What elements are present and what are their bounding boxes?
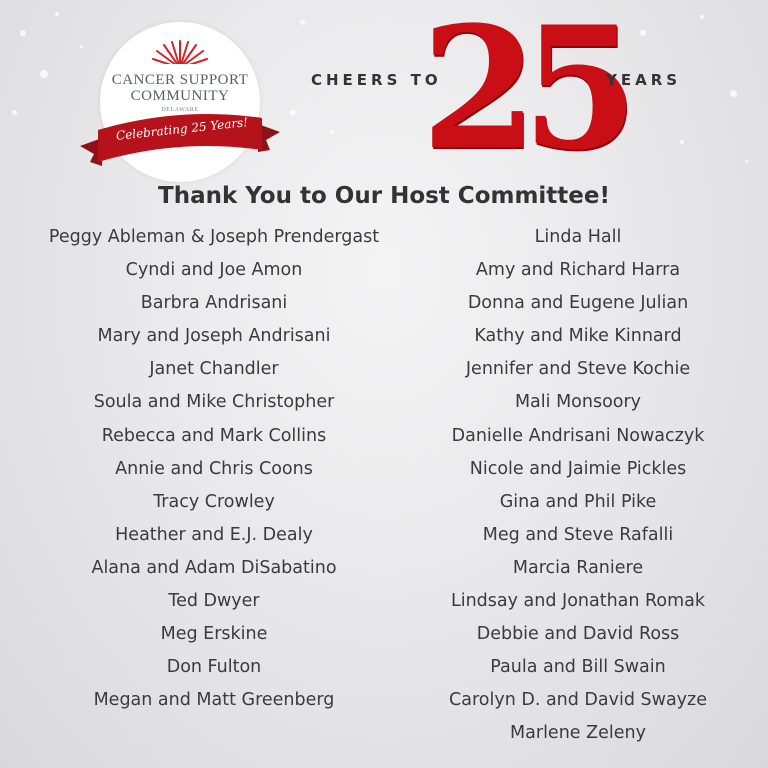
- committee-member: Marcia Raniere: [512, 557, 644, 578]
- logo-text-line1: CANCER SUPPORT: [111, 72, 249, 88]
- committee-member: Donna and Eugene Julian: [467, 293, 689, 314]
- committee-member: Carolyn D. and David Swayze: [449, 690, 707, 711]
- committee-member: Megan and Matt Greenberg: [93, 690, 335, 711]
- headline-right-text: YEARS: [606, 71, 682, 89]
- committee-member: Meg Erskine: [160, 624, 268, 645]
- committee-member: Don Fulton: [166, 657, 262, 678]
- committee-member: Kathy and Mike Kinnard: [474, 326, 682, 347]
- committee-member: Tracy Crowley: [153, 491, 275, 512]
- headline-left-text: CHEERS TO: [311, 71, 442, 89]
- committee-member: Soula and Mike Christopher: [93, 392, 335, 413]
- sunburst-icon: [150, 38, 210, 70]
- committee-member: Meg and Steve Rafalli: [482, 524, 674, 545]
- committee-member: Peggy Ableman & Joseph Prendergast: [48, 227, 380, 247]
- ribbon-text: Celebrating 25 Years!: [115, 115, 249, 143]
- committee-member: Mary and Joseph Andrisani: [97, 326, 331, 347]
- logo-text-line3: DELAWARE: [161, 107, 199, 113]
- committee-member: Marlene Zeleny: [510, 723, 646, 744]
- committee-member: Mali Monsoory: [514, 392, 642, 413]
- committee-member: Cyndi and Joe Amon: [125, 260, 303, 281]
- committee-member: Barbra Andrisani: [140, 293, 288, 314]
- committee-member: Annie and Chris Coons: [115, 458, 313, 479]
- committee-member: Heather and E.J. Dealy: [115, 524, 313, 545]
- committee-member: Nicole and Jaimie Pickles: [469, 458, 687, 479]
- committee-member: Danielle Andrisani Nowaczyk: [451, 425, 705, 446]
- page-title: Thank You to Our Host Committee!: [158, 183, 610, 209]
- committee-member: Rebecca and Mark Collins: [101, 425, 327, 446]
- committee-member: Jennifer and Steve Kochie: [465, 359, 691, 380]
- committee-member: Amy and Richard Harra: [475, 260, 681, 281]
- committee-member: Paula and Bill Swain: [490, 657, 666, 678]
- committee-member: Gina and Phil Pike: [499, 491, 657, 512]
- headline-number: 25: [421, 0, 623, 187]
- committee-member: Alana and Adam DiSabatino: [91, 557, 337, 578]
- committee-list-right: [424, 225, 732, 755]
- committee-member: Linda Hall: [534, 227, 622, 247]
- committee-member: Ted Dwyer: [168, 591, 260, 612]
- logo-text-line2: COMMUNITY: [130, 88, 230, 104]
- committee-member: Lindsay and Jonathan Romak: [450, 591, 706, 612]
- committee-member: Janet Chandler: [149, 359, 279, 380]
- committee-member: Debbie and David Ross: [476, 624, 680, 645]
- committee-list-left: [0, 225, 428, 721]
